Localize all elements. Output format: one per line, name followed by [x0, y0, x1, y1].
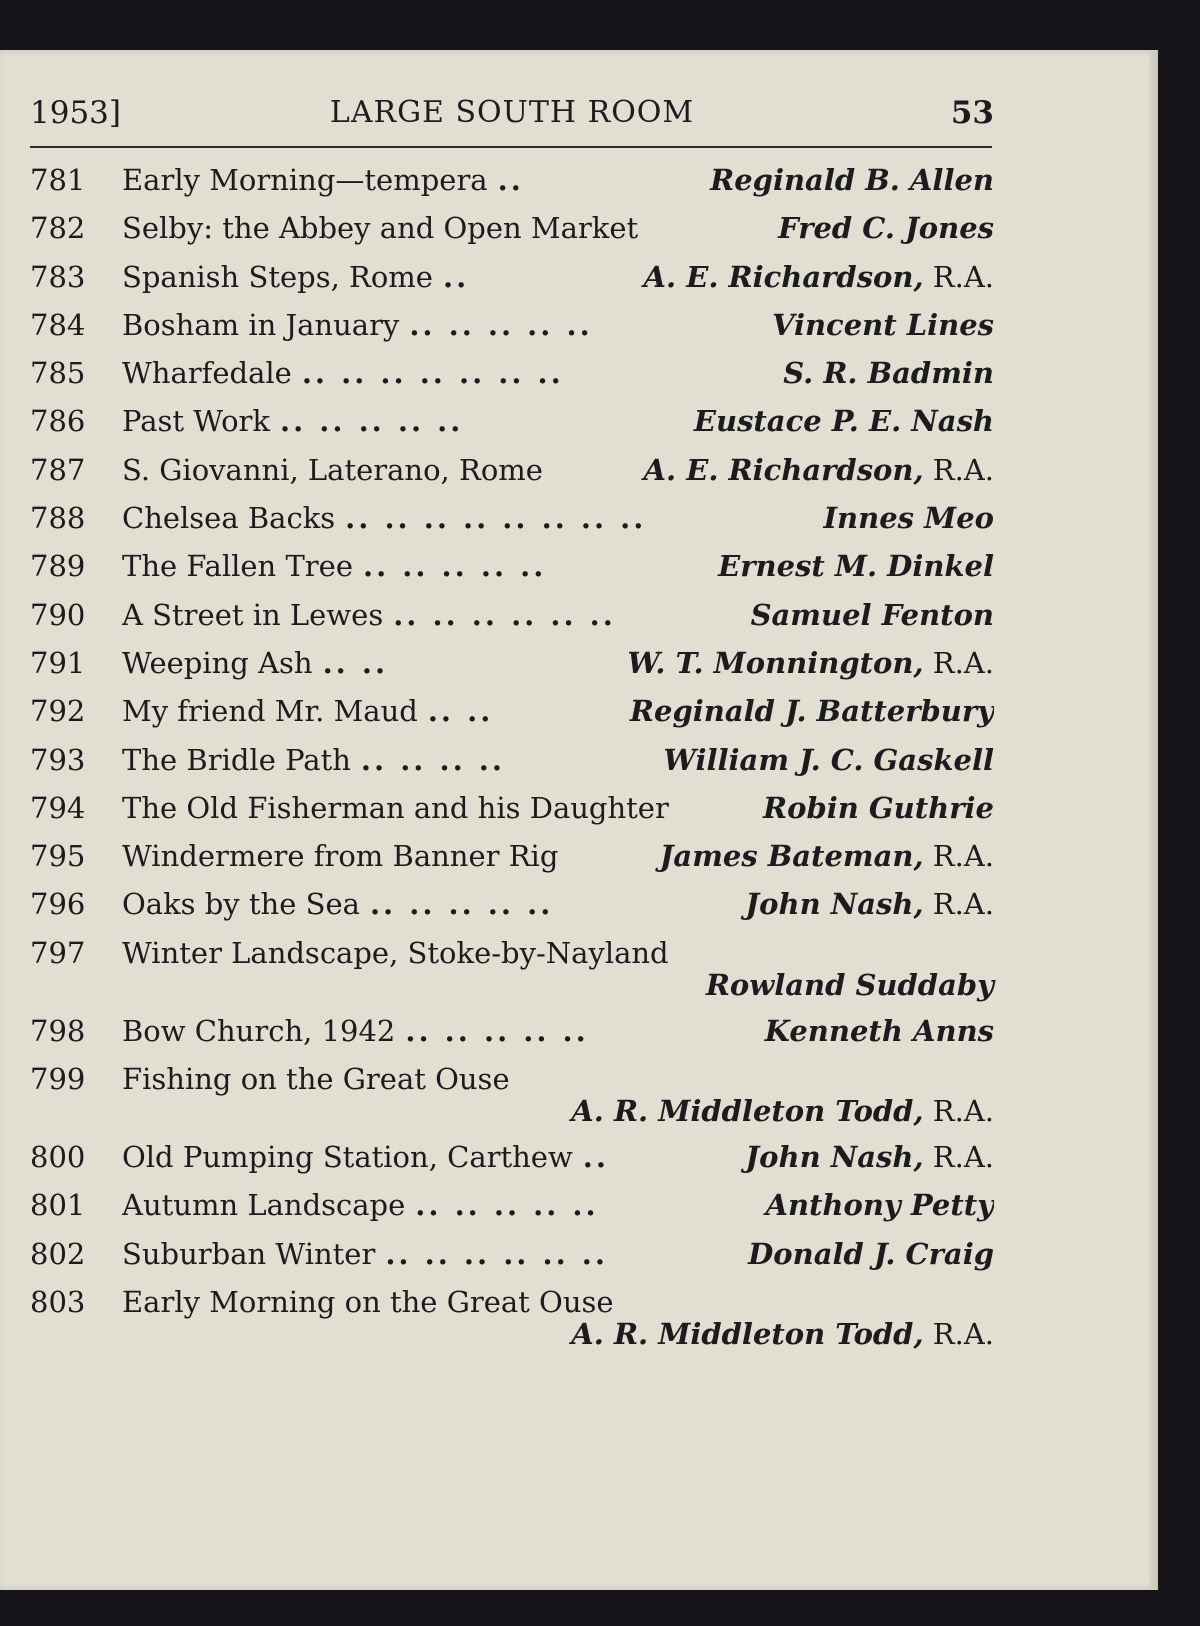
entry-artist	[748, 1237, 994, 1271]
entry-title: My friend Mr. Maud	[122, 694, 418, 729]
catalogue-entry	[30, 736, 994, 784]
entry-title: Weeping Ash	[122, 645, 313, 680]
artist-name: Innes Meo	[823, 501, 994, 536]
catalogue-entry	[30, 1133, 994, 1181]
entry-artist	[765, 1014, 994, 1048]
artist-suffix: R.A.	[923, 1140, 994, 1175]
entry-number: 799	[30, 1062, 86, 1097]
artist-name: James Bateman,	[659, 839, 924, 874]
entry-line	[122, 591, 994, 639]
leader-dots: .. ..	[322, 645, 389, 680]
catalogue-entry	[30, 639, 994, 687]
entry-artist	[627, 646, 994, 680]
catalogue-entry	[30, 301, 994, 349]
artist-name: Reginald J. Batterbury	[629, 694, 994, 729]
entry-artist	[772, 308, 994, 342]
artist-name: John Nash,	[745, 887, 924, 922]
leader-dots: .. .. .. .. ..	[280, 404, 464, 439]
entry-artist	[751, 598, 994, 632]
entry-line	[122, 542, 994, 590]
catalogue-entry	[30, 349, 994, 397]
leader-dots: .. .. .. .. ..	[405, 1013, 589, 1048]
catalogue-entry	[30, 494, 994, 542]
entry-number: 798	[30, 1013, 86, 1048]
page-header	[30, 90, 994, 136]
artist-name: Samuel Fenton	[750, 597, 994, 632]
catalogue-entry	[30, 832, 994, 880]
catalogue-entry	[30, 1181, 994, 1229]
entry-line	[122, 156, 994, 204]
catalogue-entry	[30, 784, 994, 832]
leader-dots: .. .. .. .. ..	[415, 1188, 599, 1223]
entry-title: Windermere from Banner Rig	[122, 839, 559, 874]
entry-line	[122, 736, 994, 784]
entry-title: Chelsea Backs	[122, 501, 336, 536]
entry-title: The Fallen Tree	[122, 549, 353, 584]
leader-dots: ..	[442, 259, 470, 294]
leader-dots: .. .. .. .. .. .. ..	[301, 356, 564, 391]
artist-suffix: R.A.	[923, 1094, 994, 1129]
entry-number: 784	[30, 307, 86, 342]
entry-line	[122, 687, 994, 735]
entry-artist	[745, 1140, 994, 1174]
header-year: 1953]	[30, 95, 121, 131]
artist-suffix: R.A.	[923, 1316, 994, 1351]
entry-number: 789	[30, 549, 86, 584]
entry-title: S. Giovanni, Laterano, Rome	[122, 452, 543, 487]
artist-name: Rowland Suddaby	[705, 967, 994, 1002]
artist-suffix: R.A.	[923, 645, 994, 680]
artist-name: William J. C. Gaskell	[663, 742, 994, 777]
header-title: LARGE SOUTH ROOM	[329, 95, 695, 130]
artist-name: W. T. Monnington,	[627, 645, 924, 680]
catalogue-entry	[30, 542, 994, 590]
entry-line	[122, 1181, 994, 1229]
header-rule	[30, 146, 992, 148]
page-edge	[1150, 50, 1158, 1590]
catalogue-entry	[30, 880, 994, 928]
artist-name: A. E. Richardson,	[643, 452, 924, 487]
catalogue-entry	[30, 156, 994, 204]
catalogue-entry	[30, 1230, 994, 1278]
artist-suffix: R.A.	[923, 259, 994, 294]
catalogue-entry	[30, 1055, 994, 1133]
catalogue-entry	[30, 929, 994, 1007]
entry-title: Bosham in January	[122, 307, 400, 342]
catalogue-entry	[30, 253, 994, 301]
entry-title: Spanish Steps, Rome	[122, 259, 433, 294]
entry-number: 802	[30, 1236, 86, 1271]
entry-title: Fishing on the Great Ouse	[122, 1062, 510, 1097]
entry-number: 787	[30, 452, 86, 487]
entry-line	[122, 832, 994, 880]
entry-line	[122, 253, 994, 301]
entry-artist	[663, 743, 994, 777]
entry-title: Suburban Winter	[122, 1236, 376, 1271]
entry-artist	[644, 260, 994, 294]
artist-name: John Nash,	[745, 1140, 924, 1175]
entry-line	[122, 494, 994, 542]
entry-number: 800	[30, 1140, 86, 1175]
artist-name: A. R. Middleton Todd,	[571, 1094, 924, 1129]
catalogue-entry	[30, 1007, 994, 1055]
entry-artist	[630, 694, 994, 728]
catalogue-entry	[30, 446, 994, 494]
entry-number: 797	[30, 935, 86, 970]
entry-artist	[823, 501, 994, 535]
entry-title: Past Work	[122, 404, 270, 439]
entry-artist-line	[571, 1312, 994, 1356]
entry-title: Early Morning on the Great Ouse	[122, 1284, 614, 1319]
entry-number: 782	[30, 211, 86, 246]
entry-title: Old Pumping Station, Carthew	[122, 1140, 573, 1175]
entry-line	[122, 349, 994, 397]
artist-suffix: R.A.	[923, 887, 994, 922]
entry-number: 788	[30, 501, 86, 536]
leader-dots: .. .. .. .. ..	[362, 549, 547, 584]
entry-number: 785	[30, 356, 86, 391]
entry-title: A Street in Lewes	[122, 597, 384, 632]
entry-number: 796	[30, 887, 86, 922]
entry-artist	[710, 163, 994, 197]
leader-dots: .. .. .. .. .. ..	[385, 1236, 608, 1271]
entry-list	[30, 156, 994, 1356]
entry-number: 792	[30, 694, 86, 729]
catalogue-entry	[30, 397, 994, 445]
artist-name: Reginald B. Allen	[710, 163, 994, 197]
page-number: 53	[950, 95, 994, 131]
artist-name: Eustace P. E. Nash	[693, 404, 994, 439]
entry-line	[122, 1007, 994, 1055]
entry-title: Early Morning—tempera	[122, 163, 488, 197]
entry-title: Winter Landscape, Stoke-by-Nayland	[122, 935, 669, 970]
entry-artist	[763, 791, 994, 825]
entry-number: 790	[30, 597, 86, 632]
entry-artist	[778, 211, 994, 245]
artist-name: Kenneth Anns	[764, 1013, 994, 1048]
entry-number: 794	[30, 790, 86, 825]
entry-title: Wharfedale	[122, 356, 292, 391]
entry-line	[122, 204, 994, 252]
entry-line	[122, 446, 994, 494]
entry-line	[122, 880, 994, 928]
artist-name: Anthony Petty	[765, 1188, 994, 1223]
entry-line	[122, 1230, 994, 1278]
artist-name: Donald J. Craig	[748, 1236, 994, 1271]
entry-artist	[571, 1317, 994, 1351]
leader-dots: .. .. .. .. .. .. .. ..	[345, 501, 647, 536]
artist-name: Vincent Lines	[771, 307, 994, 342]
entry-line	[122, 784, 994, 832]
entry-artist	[783, 356, 994, 390]
leader-dots: .. .. .. ..	[360, 742, 505, 777]
entry-number: 783	[30, 259, 86, 294]
artist-name: A. R. Middleton Todd,	[571, 1316, 924, 1351]
entry-line	[122, 301, 994, 349]
entry-artist	[765, 1188, 994, 1222]
artist-suffix: R.A.	[923, 452, 994, 487]
entry-artist	[660, 839, 994, 873]
entry-number: 791	[30, 645, 86, 680]
leader-dots: .. .. .. .. ..	[369, 887, 554, 922]
artist-name: S. R. Badmin	[783, 356, 994, 391]
catalogue-entry	[30, 204, 994, 252]
entry-artist	[694, 404, 994, 438]
entry-title: Oaks by the Sea	[122, 887, 360, 922]
entry-title: Selby: the Abbey and Open Market	[122, 211, 639, 246]
entry-number: 795	[30, 839, 86, 874]
entry-title: Autumn Landscape	[122, 1188, 406, 1223]
artist-name: A. E. Richardson,	[643, 259, 924, 294]
leader-dots: .. .. .. .. ..	[409, 307, 593, 342]
entry-number: 801	[30, 1188, 86, 1223]
entry-number: 781	[30, 163, 86, 197]
entry-line	[122, 397, 994, 445]
entry-title: The Bridle Path	[122, 742, 351, 777]
artist-name: Ernest M. Dinkel	[718, 549, 994, 584]
artist-name: Robin Guthrie	[763, 790, 994, 825]
entry-number: 786	[30, 404, 86, 439]
leader-dots: .. .. .. .. .. ..	[393, 597, 616, 632]
entry-title: The Old Fisherman and his Daughter	[122, 790, 669, 825]
entry-number: 793	[30, 742, 86, 777]
catalogue-entry	[30, 1278, 994, 1356]
entry-artist	[706, 968, 994, 1002]
catalogue-entry	[30, 687, 994, 735]
leader-dots: ..	[497, 163, 524, 197]
artist-name: Fred C. Jones	[778, 211, 994, 246]
catalogue-entry	[30, 591, 994, 639]
entry-artist	[718, 549, 994, 583]
entry-artist	[745, 887, 994, 921]
entry-artist	[571, 1094, 994, 1128]
entry-line	[122, 1133, 994, 1181]
entry-artist-line	[571, 1089, 994, 1133]
entry-title: Bow Church, 1942	[122, 1013, 396, 1048]
leader-dots: ..	[582, 1140, 609, 1175]
leader-dots: .. ..	[427, 694, 494, 729]
entry-artist	[644, 453, 994, 487]
entry-number: 803	[30, 1284, 86, 1319]
entry-line	[122, 639, 994, 687]
artist-suffix: R.A.	[923, 839, 994, 874]
entry-artist-line	[706, 963, 994, 1007]
